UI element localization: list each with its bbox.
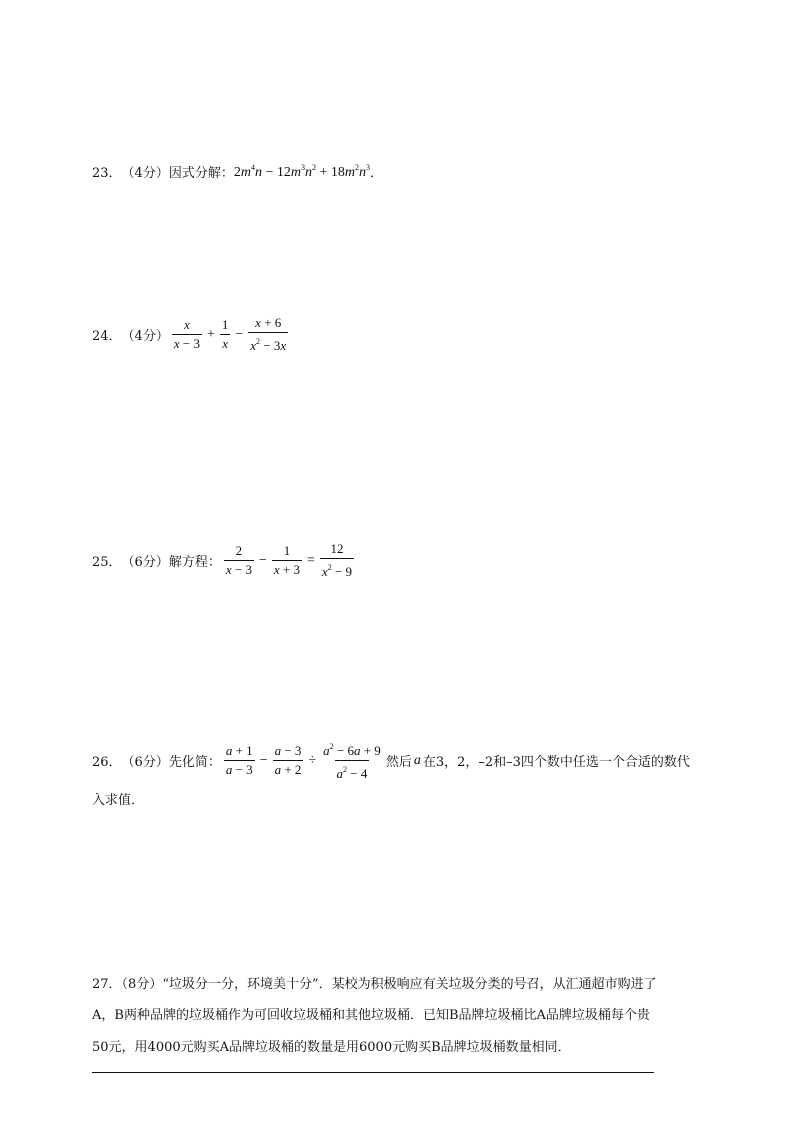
question-27-line-1 xyxy=(92,973,657,992)
fraction-a-minus-3-over-a-plus-2: $\frac{a - 3}{a + 2}$ xyxy=(274,743,302,777)
question-26-score: （6分） xyxy=(121,755,169,770)
question-25-score: （6分） xyxy=(121,555,169,570)
question-26: 26． （6分） 先化简： $\frac{a + 1}{a - 3}$ − $\frac{a - 3}{a + 2}$ ÷ $\frac{a^2 - 6a + 9}{a^2 - 4}$ 然后 a 在3，2， –2和–3四个数中任选一个合适的数代 xyxy=(92,742,690,781)
question-27-text-1: “垃圾分一分，环境美十分”．某校为积极响应有关垃圾分类的号召，从汇通超市购进了 xyxy=(162,977,657,992)
question-26-variable-a: a xyxy=(413,752,421,768)
question-27-number: 27． xyxy=(92,977,122,992)
question-26-number: 26． xyxy=(92,755,122,770)
fraction-x-plus-6-over-x2-minus-3x: $\frac{x + 6}{x^2 - 3x}$ xyxy=(250,315,287,353)
fraction-a-plus-1-over-a-minus-3: $\frac{a + 1}{a - 3}$ xyxy=(225,743,253,777)
question-23-number: 23． xyxy=(92,166,122,181)
question-26-prompt: 先化简： xyxy=(168,755,221,770)
fraction-x-over-x-minus-3: $\frac{x}{x - 3}$ xyxy=(173,317,200,351)
question-27-score: （8分） xyxy=(121,977,163,992)
question-24-score: （4分） xyxy=(121,329,169,344)
question-23 xyxy=(92,162,383,181)
question-25-number: 25． xyxy=(92,555,122,570)
question-26-line-2: 入求值． xyxy=(92,793,145,808)
fraction-1-over-x-plus-3: $\frac{1}{x + 3}$ xyxy=(273,543,300,577)
question-23-score: （4分） xyxy=(121,166,169,181)
question-26-text-choose: –2和–3四个数中任选一个合适的数代 xyxy=(478,755,690,770)
question-25-prompt: 解方程： xyxy=(168,555,221,570)
page-bottom-rule xyxy=(92,1072,654,1073)
question-24-number: 24． xyxy=(92,329,122,344)
question-24: 24． （4分） $\frac{x}{x - 3}$ + $\frac{1}{x}$ − $\frac{x + 6}{x^2 - 3x}$ xyxy=(92,315,287,353)
question-27-line-2: A，B两种品牌的垃圾桶作为可回收垃圾桶和其他垃圾桶．已知B品牌垃圾桶比A品牌垃圾桶每个贵 xyxy=(92,1008,650,1023)
question-23-prompt: 因式分解： xyxy=(168,166,234,181)
fraction-1-over-x: $\frac{1}{x}$ xyxy=(221,317,229,351)
question-23-tail: ． xyxy=(370,166,384,181)
fraction-2-over-x-minus-3: $\frac{2}{x - 3}$ xyxy=(225,543,252,577)
question-27-line-3: 50元，用4000元购买A品牌垃圾桶的数量是用6000元购买B品牌垃圾桶数量相同． xyxy=(92,1040,571,1055)
question-25: 25． （6分） 解方程： $\frac{2}{x - 3}$ − $\frac{1}{x + 3}$ = $\frac{12}{x^2 - 9}$ xyxy=(92,541,353,579)
question-26-text-values: 在3，2， xyxy=(422,755,479,770)
question-23-expression: $2m^4n - 12m^3n^2 + 18m^2n^3$ xyxy=(233,162,371,180)
fraction-a2-minus-6a-plus-9-over-a2-minus-4: $\frac{a^2 - 6a + 9}{a^2 - 4}$ xyxy=(323,742,381,781)
question-26-text-then: 然后 xyxy=(385,755,412,770)
fraction-12-over-x2-minus-9: $\frac{12}{x^2 - 9}$ xyxy=(321,541,353,579)
